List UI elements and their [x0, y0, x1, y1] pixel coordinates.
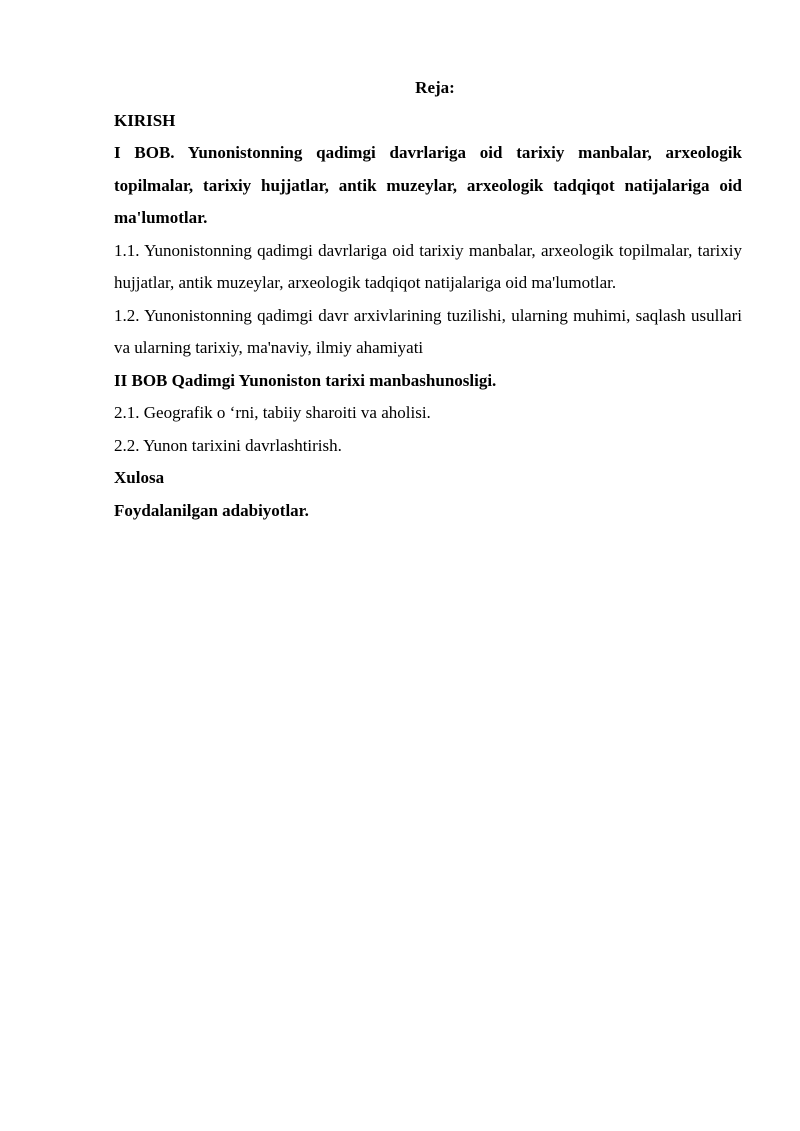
section-intro: KIRISH [114, 110, 176, 130]
section-conclusion: Xulosa [114, 468, 165, 487]
plan-title: Reja: [415, 78, 455, 97]
section-references: Foydalanilgan adabiyotlar. [114, 500, 309, 520]
chapter-1-heading: I BOB. Yunonistonning qadimgi davrlariga oid tarixiy manbalar, arxeologik topilmalar, tarixiy hujjatlar, antik muzeylar, arxeologik tadqiqot natijalariga oid ma'lumotlar. [114, 143, 742, 227]
section-1-2: 1.2. Yunonistonning qadimgi davr arxivlarining tuzilishi, ularning muhimi, saqlash usullari va ularning tarixiy, ma'naviy, ilmiy ahamiyati [114, 305, 742, 357]
section-1-1: 1.1. Yunonistonning qadimgi davrlariga oid tarixiy manbalar, arxeologik topilmalar, tarixiy hujjatlar, antik muzeylar, arxeologik tadqiqot natijalariga oid ma'lumotlar. [114, 240, 742, 292]
section-2-2: 2.2. Yunon tarixini davrlashtirish. [114, 435, 342, 455]
section-2-1: 2.1. Geografik o ‘rni, tabiiy sharoiti va aholisi. [114, 403, 431, 422]
chapter-2-heading: II BOB Qadimgi Yunoniston tarixi manbashunosligi. [114, 370, 497, 390]
document-body [114, 72, 742, 527]
